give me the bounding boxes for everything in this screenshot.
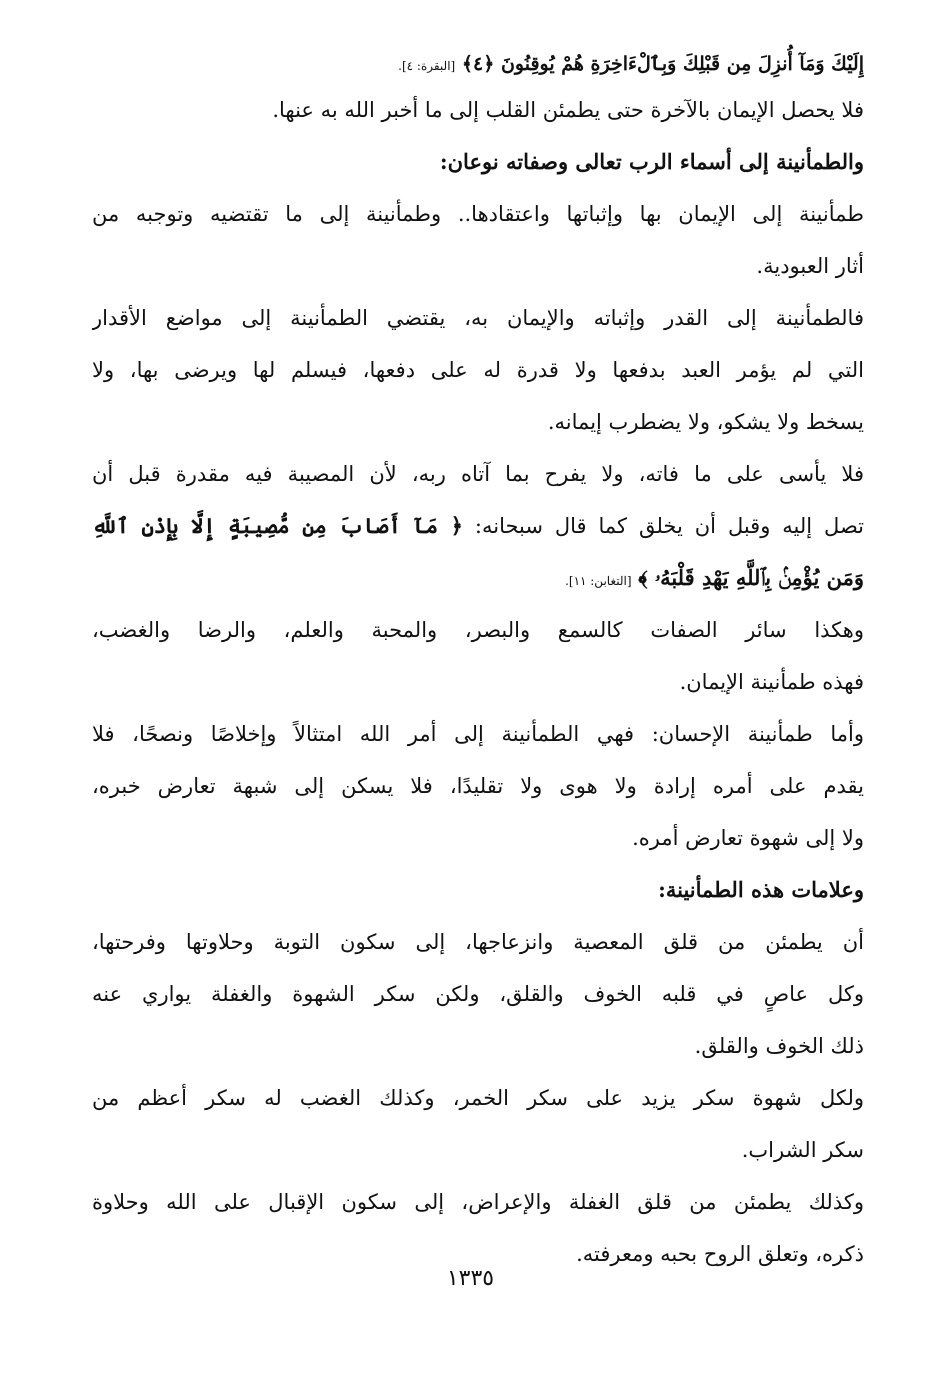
text-line: فهذه طمأنينة الإيمان. [679, 670, 864, 694]
text-segment: تصل إليه وقبل أن يخلق كما قال سبحانه: [474, 514, 864, 538]
text-line: ذكره، وتعلق الروح بحبه ومعرفته. [576, 1242, 864, 1266]
verse-reference: [البقرة: ٤]. [398, 59, 456, 73]
text-line: ولا إلى شهوة تعارض أمره. [632, 826, 864, 850]
section-heading: والطمأنينة إلى أسماء الرب تعالى وصفاته نوعان: [439, 149, 864, 174]
verse-line-top [92, 44, 864, 84]
section-heading: وعلامات هذه الطمأنينة: [658, 877, 864, 902]
text-line: أثار العبودية. [756, 254, 864, 278]
body-text [92, 44, 864, 1280]
quran-verse: وَمَن يُؤْمِنۢ بِٱللَّهِ يَهْدِ قَلْبَهُۥ ﴾ [638, 565, 864, 590]
verse-continuation [92, 552, 864, 604]
text-line: وأما طمأنينة الإحسان: فهي الطمأنينة إلى أمر الله امتثالاً وإخلاصًا ونصحًا، فلا [92, 722, 864, 746]
page-number: ١٣٣٥ [446, 1266, 495, 1291]
text-line: يقدم على أمره إرادة ولا هوى ولا تقليدًا، فلا يسكن إلى شبهة تعارض خبره، [92, 774, 864, 798]
text-line: فلا يحصل الإيمان بالآخرة حتى يطمئن القلب إلى ما أخبر الله به عنها. [272, 98, 864, 122]
text-line: وكذلك يطمئن من قلق الغفلة والإعراض، إلى سكون الإقبال على الله وحلاوة [92, 1190, 864, 1214]
text-line: يسخط ولا يشكو، ولا يضطرب إيمانه. [547, 410, 864, 434]
text-line-with-verse [92, 500, 864, 552]
text-line: أن يطمئن من قلق المعصية وانزعاجها، إلى سكون التوبة وحلاوتها وفرحتها، [92, 930, 864, 954]
text-line: وكل عاصٍ في قلبه الخوف والقلق، ولكن سكر الشهوة والغفلة يواري عنه [92, 982, 864, 1006]
quran-verse: إِلَيْكَ وَمَآ أُنزِلَ مِن قَبْلِكَ وَبِٱلْءَاخِرَةِ هُمْ يُوقِنُونَ ﴿٤﴾ [461, 53, 864, 75]
text-line: التي لم يؤمر العبد بدفعها ولا قدرة له على دفعها، فيسلم لها ويرضى بها، ولا [92, 358, 864, 382]
text-line: سكر الشراب. [741, 1138, 864, 1162]
text-line: ولكل شهوة سكر يزيد على سكر الخمر، وكذلك الغضب له سكر أعظم من [92, 1086, 864, 1110]
text-line: فلا يأسى على ما فاته، ولا يفرح بما آتاه ربه، لأن المصيبة فيه مقدرة قبل أن [92, 462, 864, 486]
verse-reference: [التغابن: ١١]. [565, 574, 632, 588]
text-line: فالطمأنينة إلى القدر وإثباته والإيمان به، يقتضي الطمأنينة إلى مواضع الأقدار [92, 306, 864, 330]
text-line: وهكذا سائر الصفات كالسمع والبصر، والمحبة والعلم، والرضا والغضب، [92, 618, 864, 642]
quran-verse-inline: ﴿ مَآ أَصَابَ مِن مُّصِيبَةٍ إِلَّا بِإِذْنِ ٱللَّهِ [92, 513, 463, 538]
text-line: طمأنينة إلى الإيمان بها وإثباتها واعتقادها.. وطمأنينة إلى ما تقتضيه وتوجبه من [92, 202, 864, 226]
text-line: ذلك الخوف والقلق. [694, 1034, 864, 1058]
